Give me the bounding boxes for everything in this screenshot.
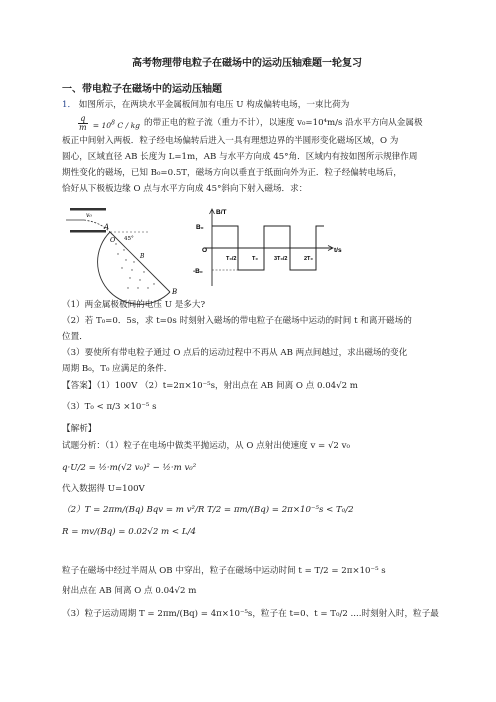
q-over-m-fraction: $\frac{q}{m}$	[79, 114, 87, 132]
diameter-AB	[110, 232, 170, 292]
problem-intro-line5: 期性变化的磁场，已知 B₀=0.5T，磁场方向以垂直于纸面向外为正．粒子经偏转电场后，	[62, 168, 402, 178]
tick-2T0: 2T₀	[304, 256, 313, 262]
analysis-line5: （3）粒子运动周期 T = 2πm/(Bq) = 4π×10⁻⁵s，粒子在 t=0、t = T₀/2 ....时刻射入时，粒子最	[62, 609, 439, 619]
analysis-heading: 【解析】	[62, 424, 97, 434]
tick-neg-B0: -B₀	[193, 268, 203, 275]
problem-intro-line4: 圆心，区域直径 AB 长度为 L=1m，AB 与水平方向成 45°角．区域内有按如图所示规律作周	[62, 152, 418, 162]
charge-ratio-formula	[78, 113, 140, 132]
question-3-line1: （3）要使所有带电粒子通过 O 点后的运动过程中不再从 AB 两点间越过，求出磁场的变化	[62, 348, 408, 358]
label-45deg: 45°	[124, 236, 134, 242]
question-3-line2: 周期 B₀，T₀ 应满足的条件．	[62, 364, 173, 374]
label-B-field: B	[140, 253, 145, 260]
label-A: A	[104, 223, 110, 231]
x-axis-label: t/s	[334, 247, 342, 254]
analysis-line4: 射出点在 AB 间离 O 点 0.04√2 m	[62, 586, 197, 596]
problem-intro-line6: 恰好从下极板边缘 O 点与水平方向成 45°斜向下射入磁场．求：	[62, 184, 308, 194]
analysis-period-equation: （2）T = 2πm/(Bq) Bqv = m v²/R T/2 = πm/(Bq) = 2π×10⁻⁵s < T₀/2	[62, 505, 354, 515]
analysis-radius-equation: R = mv/(Bq) = 0.02√2 m < L/4	[62, 527, 196, 537]
tick-half-T0: T₀/2	[226, 256, 237, 262]
analysis-line3: 粒子在磁场中经过半周从 OB 中穿出，粒子在磁场中运动时间 t = T/2 = 2π×10⁻⁵ s	[62, 566, 386, 576]
lower-plate	[70, 230, 106, 233]
tick-3half-T0: 3T₀/2	[274, 256, 288, 262]
section-heading: 一、带电粒子在磁场中的运动压轴题	[62, 84, 222, 95]
page-title: 高考物理带电粒子在磁场中的运动压轴难题一轮复习	[132, 58, 362, 69]
origin-label: O	[202, 247, 208, 254]
b-t-graph	[193, 208, 350, 288]
upper-plate	[70, 208, 106, 211]
semicircle-boundary	[98, 232, 170, 304]
field-dots	[115, 243, 154, 288]
label-v0: v₀	[86, 212, 92, 219]
problem-number: 1．	[62, 100, 77, 110]
ratio-value: = $10^8$ C / kg	[92, 119, 141, 130]
y-axis-label: B/T	[216, 209, 227, 216]
problem-intro-line2: 的带正电的粒子流（重力不计），以速度 v₀=10⁴m/s 沿水平方向从金属极	[144, 118, 423, 128]
question-2-line2: 位置．	[62, 332, 88, 342]
answer-line1: 【答案】（1）100V （2）t=2π×10⁻⁵s，射出点在 AB 间离 O 点 0.04√2 m	[62, 381, 358, 391]
label-O: O	[110, 236, 116, 244]
question-1: （1）两金属极板间的电压 U 是多大?	[62, 300, 206, 310]
tick-T0: T₀	[252, 256, 258, 262]
intro-line1-text: 如图所示，在两块水平金属板间加有电压 U 构成偏转电场，一束比荷为	[78, 100, 350, 110]
problem-intro-line1	[62, 100, 349, 111]
analysis-line1: 试题分析：（1）粒子在电场中做类平抛运动，从 O 点射出使速度 v = √2 v₀	[62, 441, 350, 451]
problem-intro-line3: 板正中间射入两板．粒子经电场偏转后进入一具有理想边界的半圆形变化磁场区域，O 为	[62, 136, 399, 146]
answer-line2: （3）T₀ < π/3 ×10⁻⁵ s	[62, 402, 157, 412]
analysis-energy-equation: q·U/2 = ½·m(√2 v₀)² − ½·m v₀²	[62, 463, 197, 473]
tick-B0: B₀	[196, 224, 204, 231]
label-B: B	[172, 288, 178, 296]
deflection-field-figure	[66, 202, 198, 294]
question-2-line1: （2）若 T₀=0．5s，求 t=0s 时刻射入磁场的带电粒子在磁场中运动的时间 t 和离开磁场的	[62, 316, 412, 326]
analysis-line2: 代入数据得 U=100V	[62, 484, 145, 494]
